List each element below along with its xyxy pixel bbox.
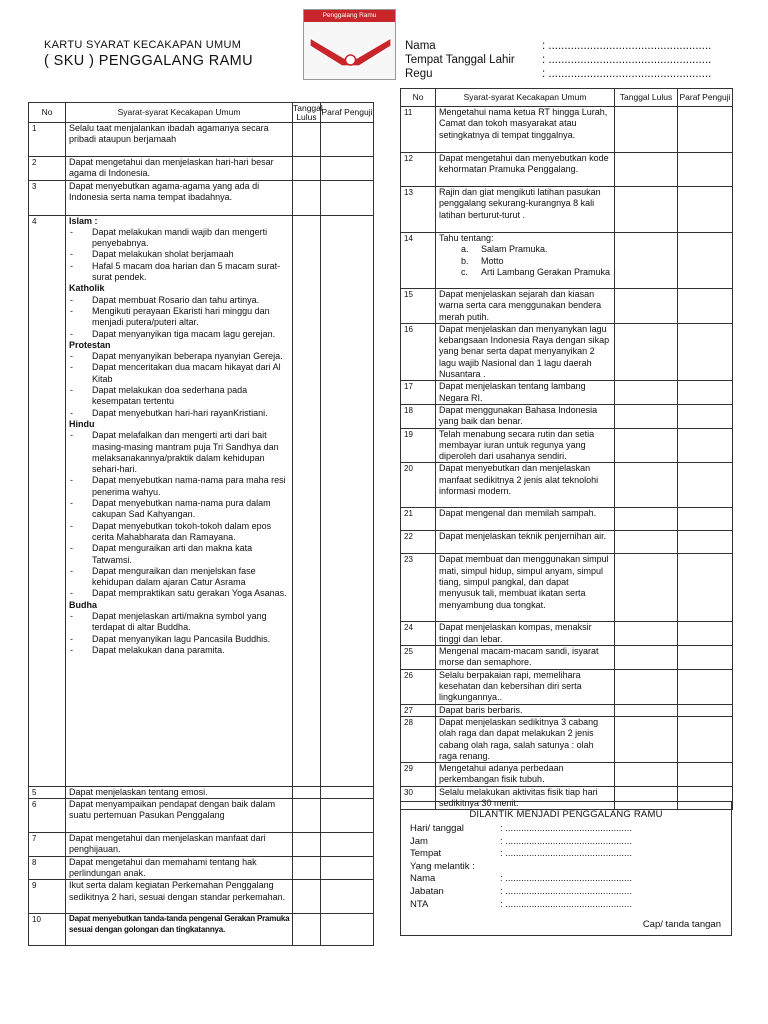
list-item: - Dapat melafalkan dan mengerti arti dari bait masing-masing mantram puja Tri Sandhya dan melaksanakannya/praktik dalam kehidupan sehari-hari.	[69, 430, 290, 475]
row-no: 1	[29, 123, 66, 157]
sign-cell[interactable]	[321, 180, 374, 215]
time-field[interactable]: : ................................................	[500, 835, 632, 847]
nta-field[interactable]: : ................................................	[500, 898, 632, 910]
table-row	[29, 123, 374, 157]
row-text: Dapat baris berbaris.	[436, 704, 615, 716]
row-no: 28	[401, 716, 436, 762]
row-no: 22	[401, 531, 436, 554]
date-cell[interactable]	[293, 157, 321, 181]
sign-cell[interactable]	[678, 554, 733, 622]
table-row	[401, 646, 733, 670]
date-cell[interactable]	[615, 428, 678, 463]
table-row	[401, 463, 733, 508]
sign-cell[interactable]	[678, 704, 733, 716]
table-row	[401, 508, 733, 531]
list-item: - Dapat mempraktikan satu gerakan Yoga Asanas.	[69, 588, 290, 599]
sign-cell[interactable]	[321, 832, 374, 856]
row-no: 10	[29, 914, 66, 946]
sign-cell[interactable]	[678, 763, 733, 787]
date-cell[interactable]	[615, 646, 678, 670]
row-text: Dapat menjelaskan kompas, menaksir tinggi dan lebar.	[436, 622, 615, 646]
date-cell[interactable]	[293, 215, 321, 786]
sign-cell[interactable]	[321, 215, 374, 786]
sign-cell[interactable]	[678, 428, 733, 463]
list-item: - Dapat menyebutkan tokoh-tokoh dalam epos cerita Mahabharata dan Ramayana.	[69, 521, 290, 544]
table-row	[29, 880, 374, 914]
row-no: 20	[401, 463, 436, 508]
date-cell[interactable]	[615, 323, 678, 380]
row-no: 29	[401, 763, 436, 787]
inauguration-box	[400, 801, 732, 936]
list-item	[439, 244, 612, 255]
table-row	[29, 914, 374, 946]
row-text: Dapat mengetahui dan menjelaskan manfaat dari penghijauan.	[66, 832, 293, 856]
requirements-table-left	[28, 102, 374, 946]
row-no: 13	[401, 187, 436, 233]
section-title: Protestan	[69, 339, 111, 350]
date-cell[interactable]	[615, 463, 678, 508]
row-text: Mengetahui nama ketua RT hingga Lurah, Camat dan tokoh masyarakat atau setingkatnya di tempat tinggalnya.	[436, 107, 615, 153]
badge-label: Penggalang Ramu	[304, 10, 395, 22]
stamp-signature-label: Cap/ tanda tangan	[642, 919, 721, 930]
table-row	[401, 763, 733, 787]
row-no: 30	[401, 786, 436, 810]
row-text: Dapat menggunakan Bahasa Indonesia yang baik dan benar.	[436, 404, 615, 428]
table-row	[401, 669, 733, 704]
date-cell[interactable]	[615, 622, 678, 646]
date-cell[interactable]	[615, 716, 678, 762]
name-field[interactable]: : ...................................................	[542, 40, 712, 52]
sign-cell[interactable]	[321, 798, 374, 832]
place-field[interactable]: : ................................................	[500, 848, 632, 860]
identity-label: Regu	[405, 68, 433, 80]
table-row	[401, 404, 733, 428]
date-cell[interactable]	[293, 798, 321, 832]
row-no: 5	[29, 786, 66, 798]
table-row	[401, 107, 733, 153]
list-item: - Dapat melakukan sholat berjamaah	[69, 249, 290, 260]
row-no: 27	[401, 704, 436, 716]
table-row	[29, 215, 374, 786]
row-text: Mengenal macam-macam sandi, isyarat morse dan semaphore.	[436, 646, 615, 670]
list-item	[439, 267, 612, 278]
row-text: Dapat mengetahui dan memahami tentang hak perlindungan anak.	[66, 856, 293, 880]
row-no: 19	[401, 428, 436, 463]
row-text: Dapat menyampaikan pendapat dengan baik dalam suatu pertemuan Pasukan Penggalang	[66, 798, 293, 832]
list-key: c.	[461, 266, 469, 277]
row-no: 15	[401, 289, 436, 324]
card-subtitle: ( SKU ) PENGGALANG RAMU	[44, 53, 254, 69]
row-text: Mengetahui adanya perbedaan perkembangan fisik tubuh.	[436, 763, 615, 787]
row-text: Dapat menjelaskan tentang emosi.	[66, 786, 293, 798]
sign-cell[interactable]	[321, 123, 374, 157]
table-row	[401, 622, 733, 646]
row-text: Dapat membuat dan menggunakan simpul mati, simpul hidup, simpul anyam, simpul tiang, simpul pangkal, dan dapat menyusuk tali, membuat ikatan serta menyambung dua tongkat.	[436, 554, 615, 622]
row-text: Dapat mengenal dan memilah sampah.	[436, 508, 615, 531]
date-cell[interactable]	[615, 531, 678, 554]
regu-field[interactable]: : ...................................................	[542, 68, 712, 80]
section-title: Islam :	[69, 215, 98, 226]
sign-cell[interactable]	[678, 716, 733, 762]
row-text: Dapat mengetahui dan menjelaskan hari-hari besar agama di Indonesia.	[66, 157, 293, 181]
sign-cell[interactable]	[678, 187, 733, 233]
identity-block	[405, 39, 711, 81]
list-value: Motto	[481, 255, 504, 266]
list-item: - Dapat melakukan dana paramita.	[69, 645, 290, 656]
row-text: Rajin dan giat mengikuti latihan pasukan penggalang sekurang-kurangnya 8 kali latihan berturut-turut .	[436, 187, 615, 233]
list-item: - Dapat menguraikan arti dan makna kata Tatwamsi.	[69, 543, 290, 566]
row-text: Dapat menjelaskan teknik penjernihan air.	[436, 531, 615, 554]
date-cell[interactable]	[293, 123, 321, 157]
field-label: Tempat	[410, 848, 442, 860]
row-no: 16	[401, 323, 436, 380]
date-cell[interactable]	[615, 763, 678, 787]
list-item: - Dapat melakukan mandi wajib dan mengerti penyebabnya.	[69, 227, 290, 250]
table-row	[29, 856, 374, 880]
row-no: 14	[401, 233, 436, 289]
col-no: No	[29, 103, 66, 123]
date-cell[interactable]	[293, 914, 321, 946]
table-row	[401, 716, 733, 762]
sign-cell[interactable]	[678, 107, 733, 153]
requirements-table-right	[400, 88, 733, 810]
religion-row	[66, 215, 293, 786]
sign-cell[interactable]	[321, 157, 374, 181]
row-text: Selalu melakukan aktivitas fisik tiap hari sedikitnya 30 menit.	[436, 786, 615, 810]
list-item: - Dapat menyebutkan nama-nama para maha resi penerima wahyu.	[69, 475, 290, 498]
sign-cell[interactable]	[678, 289, 733, 324]
col-sign: Paraf Penguji	[678, 89, 733, 107]
identity-label: Nama	[405, 40, 436, 52]
field-label: Hari/ tanggal	[410, 823, 464, 834]
sign-cell[interactable]	[321, 914, 374, 946]
birth-field[interactable]: : ...................................................	[542, 54, 712, 66]
row-text	[436, 233, 615, 289]
sign-cell[interactable]	[678, 508, 733, 531]
row-no: 8	[29, 856, 66, 880]
date-cell[interactable]	[615, 153, 678, 187]
inaugurator-name-field[interactable]: : ................................................	[500, 873, 632, 885]
list-item: - Dapat menyanyikan tiga macam lagu gerejan.	[69, 329, 290, 340]
inauguration-fields	[410, 823, 632, 911]
list-item: - Dapat membuat Rosario dan tahu artinya.	[69, 295, 290, 306]
table-row	[29, 157, 374, 181]
list-item: - Hafal 5 macam doa harian dan 5 macam surat-surat pendek.	[69, 261, 290, 284]
row-no: 24	[401, 622, 436, 646]
list-item: - Dapat menguraikan dan menjelskan fase kehidupan dalam ajaran Catur Asrama	[69, 566, 290, 589]
section-title: Budha	[69, 599, 97, 610]
position-field[interactable]: : ................................................	[500, 885, 632, 897]
sign-cell[interactable]	[678, 153, 733, 187]
penggalang-ramu-badge	[303, 9, 396, 80]
row-no: 18	[401, 404, 436, 428]
date-cell[interactable]	[293, 786, 321, 798]
date-cell[interactable]	[293, 180, 321, 215]
list-item: - Dapat menyanyikan lagu Pancasila Buddhis.	[69, 634, 290, 645]
table-row	[401, 554, 733, 622]
date-cell[interactable]	[615, 554, 678, 622]
table-row	[401, 233, 733, 289]
row-text: Ikut serta dalam kegiatan Perkemahan Penggalang sedikitnya 2 hari, sesuai dengan standar perkemahan.	[66, 880, 293, 914]
table-row	[401, 381, 733, 405]
sign-cell[interactable]	[678, 381, 733, 405]
date-cell[interactable]	[615, 233, 678, 289]
sign-cell[interactable]	[678, 323, 733, 380]
field-label: Nama	[410, 873, 436, 885]
table-row	[401, 531, 733, 554]
list-value: Arti Lambang Gerakan Pramuka	[481, 266, 611, 277]
table-row	[401, 153, 733, 187]
section-title: Hindu	[69, 418, 95, 429]
col-requirement: Syarat-syarat Kecakapan Umum	[436, 89, 615, 107]
date-cell[interactable]	[615, 187, 678, 233]
sign-cell[interactable]	[678, 404, 733, 428]
table-row	[29, 798, 374, 832]
list-item: - Dapat menyanyikan beberapa nyanyian Gereja.	[69, 351, 290, 362]
col-date: Tanggal Lulus	[293, 102, 323, 122]
chevron-emblem-icon	[304, 22, 397, 80]
row-no: 12	[401, 153, 436, 187]
field-label: NTA	[410, 898, 429, 910]
row-text: Dapat menyebutkan dan menjelaskan manfaat sedikitnya 2 jenis alat teknolohi informasi modern.	[436, 463, 615, 508]
list-item	[439, 256, 612, 267]
inauguration-title: DILANTIK MENJADI PENGGALANG RAMU	[469, 809, 663, 820]
list-item: - Dapat melakukan doa sederhana pada kesempatan tertentu	[69, 385, 290, 408]
sign-cell[interactable]	[321, 856, 374, 880]
table-row	[29, 832, 374, 856]
row-no: 6	[29, 798, 66, 832]
row-no: 26	[401, 669, 436, 704]
list-item: - Dapat menceritakan dua macam hikayat dari Al Kitab	[69, 362, 290, 385]
field-label: Jam	[410, 835, 428, 847]
row-text: Telah menabung secara rutin dan setia membayar iuran untuk regunya yang diperoleh dari usahanya sendiri.	[436, 428, 615, 463]
row-no: 4	[29, 215, 66, 786]
col-date: Tanggal Lulus	[615, 89, 678, 107]
list-item: - Dapat menyebutkan hari-hari rayanKristiani.	[69, 408, 290, 419]
row-text: Selalu berpakaian rapi, memelihara kesehatan dan kebersihan diri serta lingkungannya..	[436, 669, 615, 704]
field-label: Yang melantik :	[410, 860, 475, 872]
list-key: b.	[461, 255, 469, 266]
sign-cell[interactable]	[678, 233, 733, 289]
table-row	[401, 187, 733, 233]
row-text: Dapat menjelaskan sedikitnya 3 cabang olah raga dan dapat melakukan 2 jenis cabang olah raga, salah satunya : olah raga renang.	[436, 716, 615, 762]
date-cell[interactable]	[615, 704, 678, 716]
list-value: Salam Pramuka.	[481, 244, 548, 255]
date-cell[interactable]	[615, 289, 678, 324]
date-cell[interactable]	[293, 856, 321, 880]
date-cell[interactable]	[293, 832, 321, 856]
list-key: a.	[461, 244, 469, 255]
col-sign: Paraf Penguji	[321, 103, 374, 123]
table-row	[401, 323, 733, 380]
row-no: 9	[29, 880, 66, 914]
row-text: Dapat menjelaskan sejarah dan kiasan warna serta cara menggunakan bendera merah putih.	[436, 289, 615, 324]
date-cell[interactable]	[615, 381, 678, 405]
table-row	[401, 704, 733, 716]
sign-cell[interactable]	[678, 669, 733, 704]
section-title: Katholik	[69, 283, 105, 294]
row-no: 17	[401, 381, 436, 405]
sign-cell[interactable]	[678, 463, 733, 508]
table-row	[401, 289, 733, 324]
table-row	[401, 428, 733, 463]
row-text: Dapat menjelaskan dan menyanykan lagu kebangsaan Indonesia Raya dengan sikap yang benar serta dapat menyanyikan 2 lagu wajib Nasional dan 1 lagu daerah Nusantara .	[436, 323, 615, 380]
table-row	[29, 786, 374, 798]
row-text: Dapat menyebutkan tanda-tanda pengenal Gerakan Pramuka sesuai dengan golongan dan tingkatannya.	[66, 914, 293, 946]
section-title: Tahu tentang:	[439, 233, 494, 243]
list-item: - Dapat menjelaskan arti/makna symbol yang terdapat di altar Buddha.	[69, 611, 290, 634]
sign-cell[interactable]	[678, 622, 733, 646]
field-label: Jabatan	[410, 885, 444, 897]
date-cell[interactable]	[615, 404, 678, 428]
list-item: - Mengikuti perayaan Ekaristi hari minggu dan menjadi putera/puteri altar.	[69, 306, 290, 329]
col-no: No	[401, 89, 436, 107]
col-requirement: Syarat-syarat Kecakapan Umum	[66, 103, 293, 123]
row-no: 7	[29, 832, 66, 856]
sign-cell[interactable]	[321, 786, 374, 798]
row-no: 11	[401, 107, 436, 153]
row-no: 23	[401, 554, 436, 622]
row-text: Dapat mengetahui dan menyebutkan kode kehormatan Pramuka Penggalang.	[436, 153, 615, 187]
row-no: 2	[29, 157, 66, 181]
sign-cell[interactable]	[321, 880, 374, 914]
row-text: Selalu taat menjalankan ibadah agamanya secara pribadi ataupun berjamaah	[66, 123, 293, 157]
field-spacer	[500, 861, 632, 874]
row-no: 21	[401, 508, 436, 531]
row-no: 3	[29, 180, 66, 215]
date-cell[interactable]	[615, 669, 678, 704]
card-title: KARTU SYARAT KECAKAPAN UMUM	[44, 39, 242, 51]
table-row	[29, 180, 374, 215]
date-cell[interactable]	[293, 880, 321, 914]
list-item: - Dapat menyebutkan nama-nama pura dalam cakupan Sad Kahyangan.	[69, 498, 290, 521]
date-cell[interactable]	[615, 508, 678, 531]
date-field[interactable]: : ................................................	[500, 823, 632, 834]
identity-label: Tempat Tanggal Lahir	[405, 54, 515, 66]
date-cell[interactable]	[615, 107, 678, 153]
row-no: 25	[401, 646, 436, 670]
sign-cell[interactable]	[678, 646, 733, 670]
row-text: Dapat menjelaskan tentang lambang Negara RI.	[436, 381, 615, 405]
sign-cell[interactable]	[678, 531, 733, 554]
row-text: Dapat menyebutkan agama-agama yang ada di Indonesia serta nama tempat ibadahnya.	[66, 180, 293, 215]
